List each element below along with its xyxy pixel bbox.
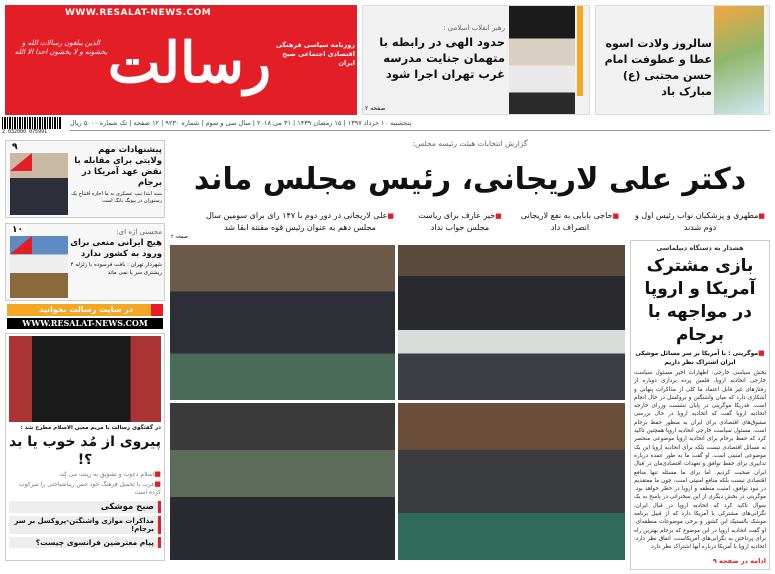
bullet-icon: ■ bbox=[612, 212, 620, 220]
headline: هیچ ایرانی منعی برای ورود به کشور ندارد bbox=[70, 238, 162, 259]
left-item-ejei[interactable] bbox=[5, 223, 165, 301]
right-article[interactable] bbox=[630, 240, 770, 570]
continued-link[interactable]: ادامه در صفحه ۹ bbox=[712, 557, 766, 565]
interview-photo bbox=[9, 336, 161, 422]
accent-bar bbox=[577, 6, 583, 96]
masthead-tagline: روزنامه سیاسی فرهنگی اقتصادی اجتماعی صبح ایران bbox=[275, 41, 355, 67]
subhead-text: حاجی بابایی به نفع لاریجانی انصراف داد bbox=[520, 211, 613, 232]
kicker: هشدار به دستگاه دیپلماسی bbox=[656, 244, 744, 252]
leader-photo bbox=[509, 6, 575, 114]
top-story-birthday[interactable] bbox=[595, 5, 770, 115]
bullet bbox=[9, 480, 161, 497]
main-kicker: گزارش انتخابات هیئت رئیسه مجلس: bbox=[412, 139, 528, 148]
ejei-photo bbox=[10, 236, 68, 298]
page-ref: صفحه ۲ bbox=[365, 105, 386, 112]
bullet bbox=[9, 470, 161, 479]
left-item-velayati[interactable] bbox=[5, 140, 165, 218]
top-middle-text bbox=[369, 24, 505, 82]
bullet-icon: ■ bbox=[758, 349, 765, 357]
headline: سالروز ولادت اسوه عطا و عطوفت امام حسن مجتبی (ع) مبارک باد bbox=[604, 37, 712, 98]
page-number: ۹ bbox=[12, 142, 18, 152]
bullet-icon: ■ bbox=[387, 212, 394, 220]
subhead bbox=[630, 210, 770, 233]
link-payam[interactable]: پیام معترضین فرانسوی چیست؟ bbox=[9, 537, 161, 548]
kicker: رهبر انقلاب اسلامی : bbox=[443, 24, 505, 32]
kicker: محسنی اژه ای: bbox=[116, 228, 162, 236]
bullet-icon: ■ bbox=[495, 212, 502, 220]
subline: سید ابتدا تیپ عسکری به ما اجازه افتتاح یک رستوران در پیونگ یانگ است bbox=[71, 191, 162, 204]
top-story-leader[interactable] bbox=[362, 5, 590, 115]
bullet-icon: ■ bbox=[758, 212, 766, 220]
main-headline[interactable]: دکتر علی لاریجانی، رئیس مجلس ماند bbox=[193, 162, 747, 197]
left-item2-text bbox=[70, 228, 162, 277]
website-banner[interactable]: در سایت رسالت بخوانید bbox=[7, 304, 163, 316]
lead-text: موگرینی : با آمریکا بر سر مسائل موشکی ایران اشتراک نظر داریم bbox=[635, 350, 759, 366]
link-sobh-mooshaki[interactable]: صبح موشکی bbox=[9, 501, 161, 513]
masthead-motto: الذین یبلغون رسالات الله و یخشونه و لا یخشون احدا الا الله bbox=[14, 39, 108, 56]
dateline: پنجشنبه ۱۰ خرداد ۱۳۹۷ | ۱۵ رمضان ۱۴۳۹ | ۳۱ می ۲۰۱۸ | سال سی و سوم | شماره ۹۲۳۰ | ۱۲ صفحه | تک شماره ۵۰۰۰ ریال bbox=[70, 119, 770, 131]
parliament-photo-1 bbox=[170, 245, 395, 400]
article-body: بخش سیاسی خارجی: اظهارات اخیر مسئول سیاست خارجی اتحادیه اروپا، قلمین پرده برداری دوباره از رفتارهای غیر قابل اعتماد ما کلی از مذاکرات پنهانی و آشکاری دارد که میان واشنگتن و بروکسل در حال انجام است. فدریکا موگرینی در پایان نشست وزرای خارجه اتحادیه اروپا گفت که اتحادیه اروپا در حال بررسی مشوق‌های اقتصادی برای ایران به منظور حفظ برجام است. مسئول سیاست خارجی اتحادیه اروپا همچنین تاکید کرد که حفظ برجام برای اتحادیه اروپا موضوعی منحصر به مسائل اقتصادی نیست بلکه برای اتحادیه اروپا این یک موضوعی امنیتی است. او گفت ما به طور عمده درباره تدابیری برای حفظ توافق و تعهدات اقتصادی‌مان در قبال ایران صحبت کردیم. اما برای ما مسئله تنها منافع اقتصادی نیست بلکه منافع امنیتی است، چون ما معتقدیم در نبود توافق، امنیت منطقه و اروپا در خطر خواهد بود. موگرینی در بخش دیگری از این سخنرانی در پاسخ به یک سوال تاکید کرد که اتحادیه اروپا در قبال ایران، نگرانی‌های مشترکی با آمریکا دارد که از قبیل برنامه موشک بالستیک این کشور و برخی موضوعات منطقه‌ای. او گفت اتحادیه اروپا در این موضوع که برجام بهترین راه برای پرداختن به نگرانی‌های آمریکاست، اتفاق نظر دارد. اتحادیه اروپا با آمریکا درباره آنها اشتراک نظر دارد. bbox=[634, 370, 766, 551]
newspaper-logo: رسالت bbox=[107, 30, 271, 96]
velayati-photo bbox=[10, 153, 68, 215]
subline: شهردار تهران : بافت فرسوده با زلزله ۴ ریشتری سر پا نمی ماند bbox=[70, 262, 162, 276]
bullet-text: اسلام دعوت و تشویق به زینت می کند bbox=[59, 471, 155, 478]
left-item1-text bbox=[70, 145, 162, 205]
headline: حدود الهی در رابطه با متهمان جنایت مدرسه غرب تهران اجرا شود bbox=[379, 35, 505, 81]
parliament-photo-4 bbox=[398, 403, 625, 560]
page-ref: صفحه ۲ bbox=[171, 234, 188, 240]
barcode bbox=[2, 117, 62, 129]
subhead-text: مطهری و پزشکیان نواب رئیس اول و دوم شدند bbox=[634, 211, 759, 232]
subhead bbox=[410, 210, 510, 233]
parliament-photo-2 bbox=[398, 245, 625, 400]
interview-text bbox=[9, 424, 161, 548]
kicker: در گفتگوی رسالت با مریم معین الاسلام مطرح شد : bbox=[20, 425, 161, 431]
headline: پیشنهادات مهم ولایتی برای مقابله با نقض عهد آمریکا در برجام bbox=[74, 145, 162, 188]
website-banner-url[interactable]: WWW.RESALAT-NEWS.COM bbox=[7, 318, 163, 329]
bullet-icon: ■ bbox=[154, 470, 161, 478]
page-number: ۱۰ bbox=[12, 225, 23, 235]
website-url[interactable]: WWW.RESALAT-NEWS.COM bbox=[65, 8, 212, 18]
barcode-number: 2 032000 075991 bbox=[2, 129, 48, 135]
subhead bbox=[195, 210, 405, 233]
subhead-text: علی لاریجانی در دور دوم با ۱۴۷ رای برای سومین سال مجلس دهم به عنوان رئیس قوه مقننه ابقا شد bbox=[205, 211, 388, 232]
left-interview-box[interactable] bbox=[5, 333, 165, 561]
subhead-text: خیز عارف برای ریاست مجلس جواب نداد bbox=[418, 211, 496, 232]
lead bbox=[634, 349, 766, 367]
headline: پیروی از مُد خوب یا بد ؟! bbox=[9, 434, 161, 468]
bullet-text: غرب با تحمیل فرهنگ خود حس زیباشناختی را سرکوب کرده است bbox=[18, 481, 161, 496]
related-links bbox=[9, 498, 161, 548]
link-mozakerat[interactable]: مذاکرات موازی واشنگتن-پروکسل بر سر برجام! bbox=[9, 516, 161, 534]
headline: بازی مشترک آمریکا و اروپا در مواجهه با برجام bbox=[644, 256, 756, 345]
parliament-photo-3 bbox=[170, 403, 395, 560]
masthead bbox=[5, 5, 357, 115]
subhead bbox=[520, 210, 620, 233]
bullet-icon: ■ bbox=[154, 480, 161, 488]
calligraphy-image bbox=[714, 6, 764, 114]
